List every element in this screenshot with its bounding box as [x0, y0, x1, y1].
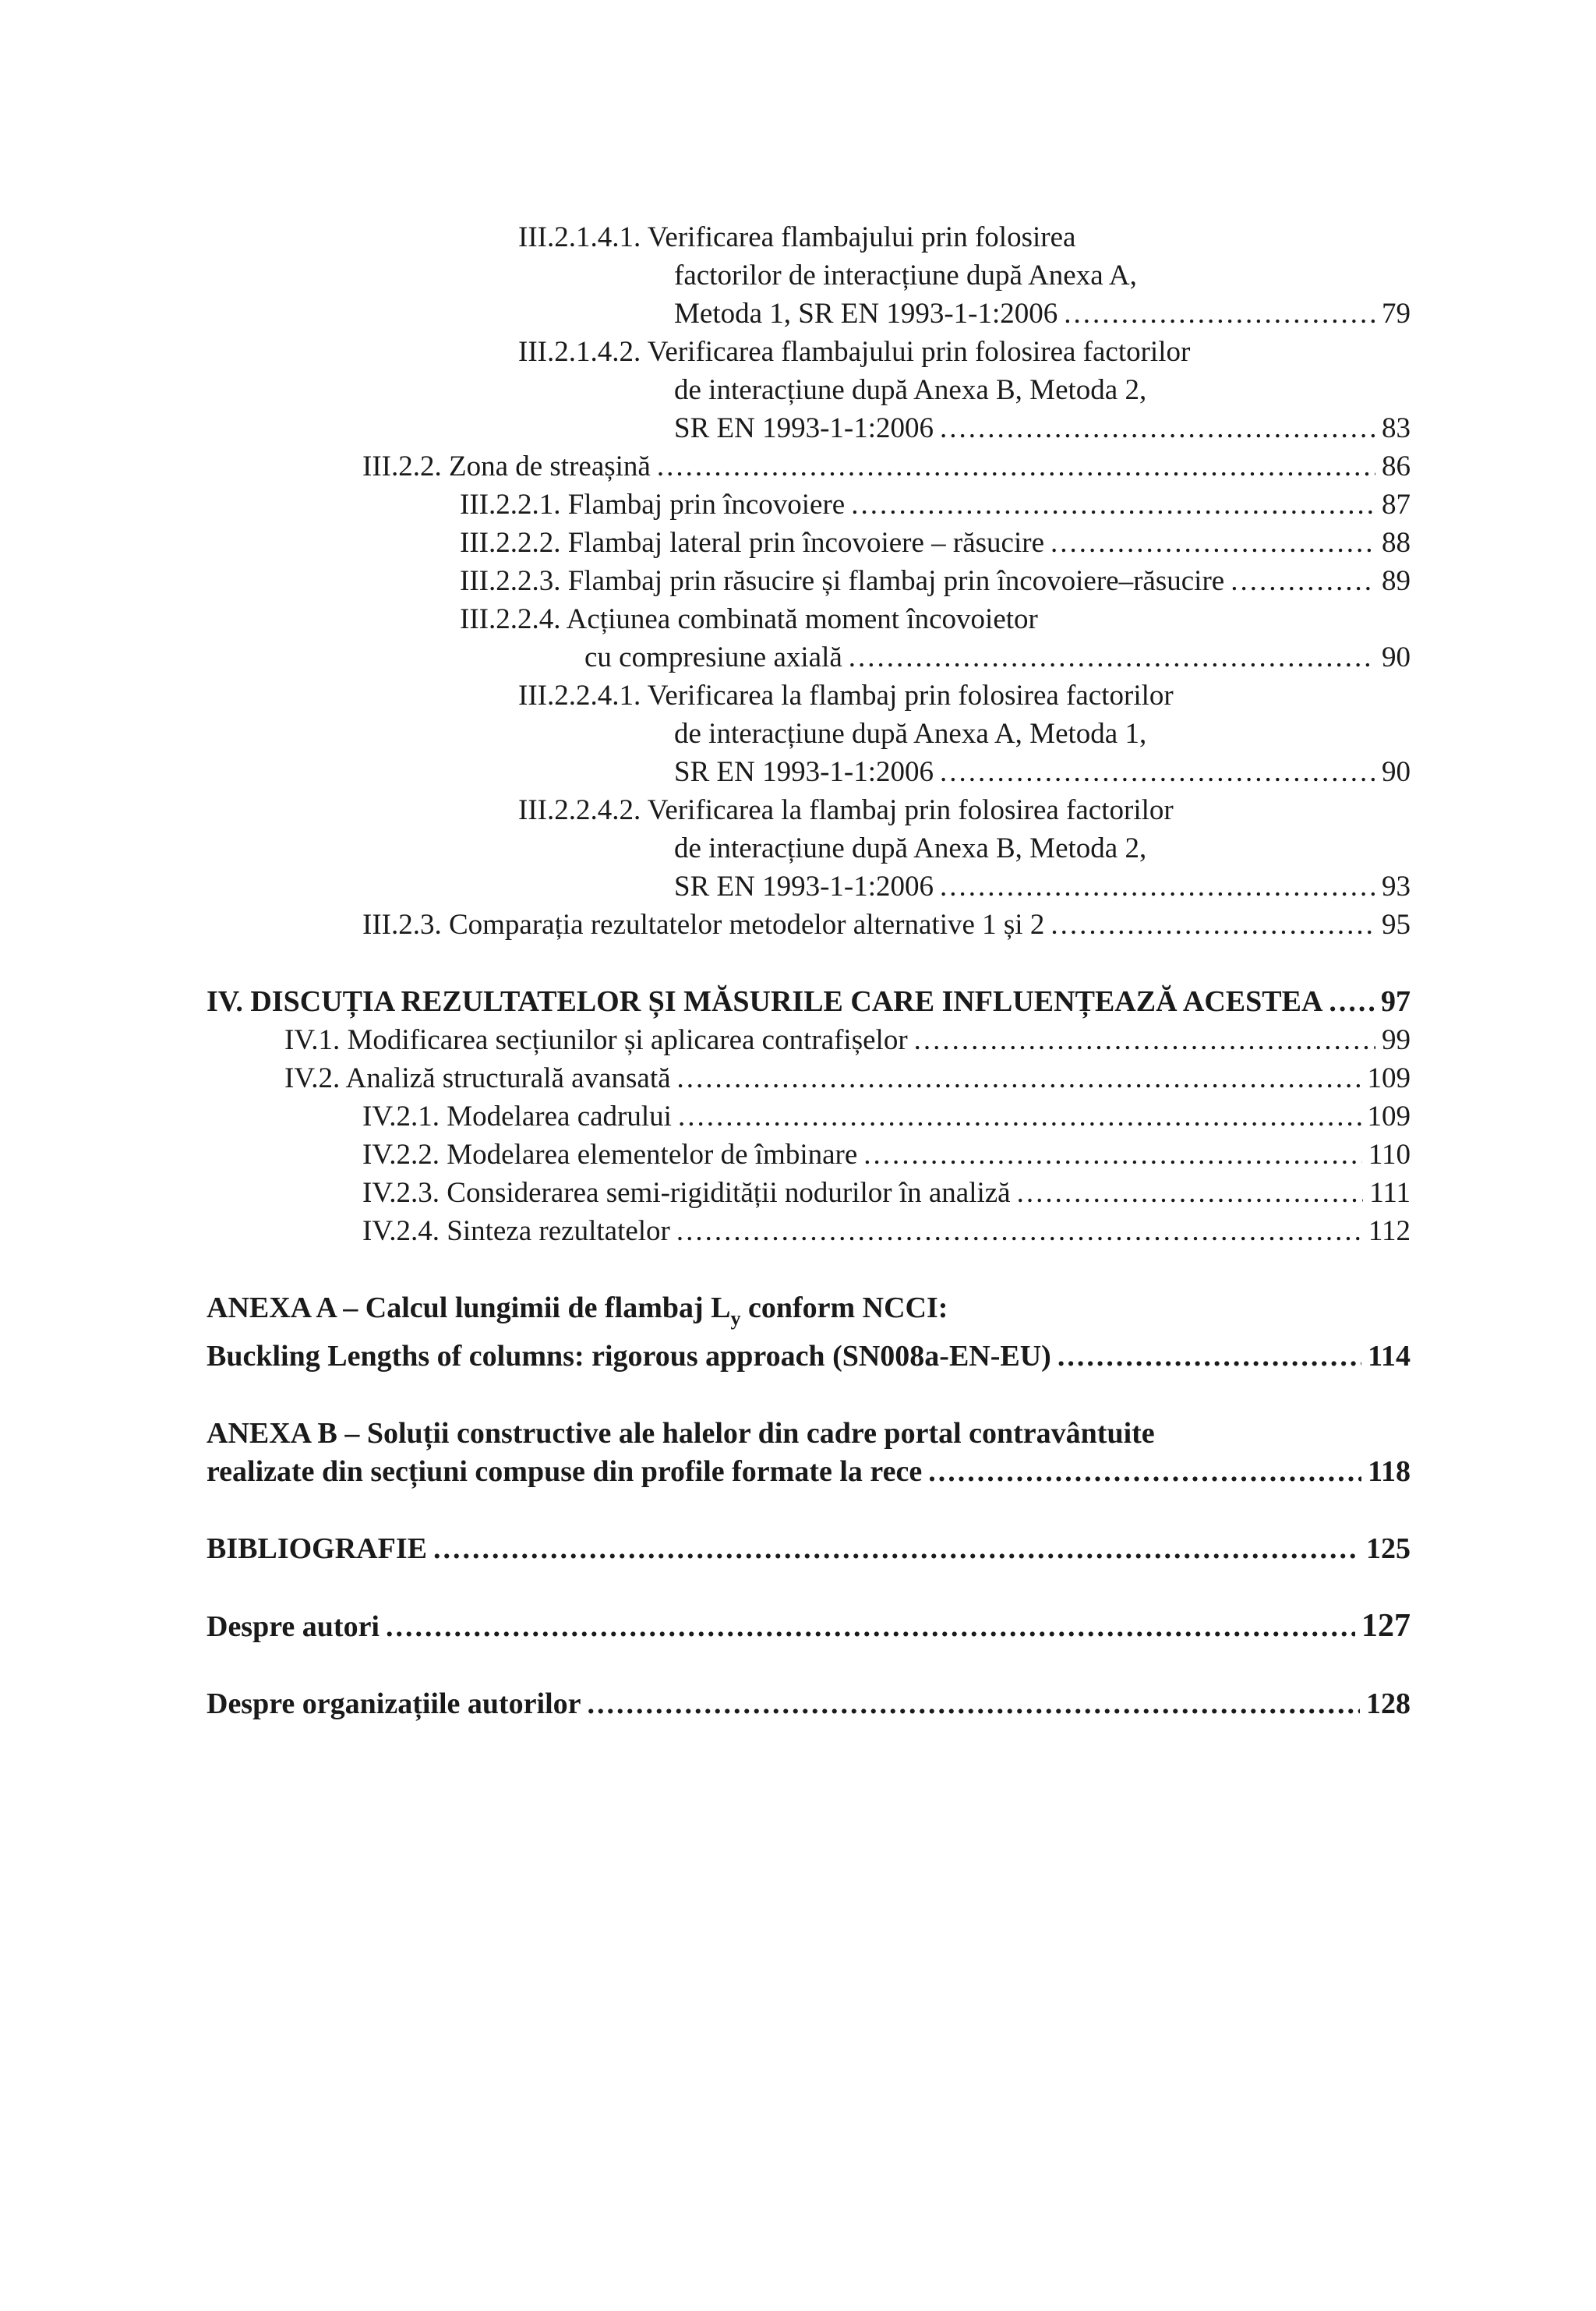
toc-entry-title: III.2.2.3. Flambaj prin răsucire și flambaj prin încovoiere–răsucire — [460, 565, 1225, 597]
toc-entry-title: IV.2. Analiză structurală avansată — [284, 1062, 671, 1094]
toc-annex-b-entry[interactable] — [207, 1415, 1411, 1491]
toc-entry[interactable] — [207, 600, 1411, 677]
toc-entry[interactable] — [207, 1212, 1411, 1250]
toc-entry-title: IV.2.2. Modelarea elementelor de îmbinare — [362, 1139, 858, 1171]
leader-dots — [863, 1136, 1362, 1174]
toc-page-number: 109 — [1367, 1101, 1411, 1133]
toc-entry-title: Despre autori — [207, 1610, 380, 1643]
table-of-contents — [207, 218, 1411, 1723]
toc-entry-title: III.2.1.4.1. Verificarea flambajului prin folosirea — [518, 221, 1076, 253]
toc-line — [207, 1685, 1411, 1723]
toc-line — [284, 1059, 1411, 1097]
toc-line — [207, 1530, 1411, 1568]
toc-entry[interactable] — [207, 447, 1411, 486]
toc-page-number: 90 — [1382, 641, 1411, 673]
toc-entry-title-cont: de interacțiune după Anexa A, Metoda 1, — [674, 718, 1147, 750]
toc-entry[interactable] — [207, 562, 1411, 600]
toc-entry-title: BIBLIOGRAFIE — [207, 1532, 427, 1565]
leader-dots — [1050, 524, 1375, 562]
toc-entry[interactable] — [207, 333, 1411, 447]
toc-line — [362, 447, 1411, 486]
toc-entry-title: III.2.2.4. Acțiunea combinată moment încovoietor — [460, 603, 1038, 635]
toc-entry-title: III.2.1.4.2. Verificarea flambajului prin folosirea factorilor — [518, 336, 1191, 368]
toc-line — [362, 1097, 1411, 1136]
leader-dots — [1231, 562, 1375, 600]
toc-line — [207, 1337, 1411, 1376]
toc-line — [460, 638, 1411, 677]
toc-line — [460, 486, 1411, 524]
toc-line — [362, 1212, 1411, 1250]
toc-line — [460, 562, 1411, 600]
toc-entry[interactable] — [207, 1059, 1411, 1097]
toc-annex-title-part: ANEXA A – Calcul lungimii de flambaj L — [207, 1292, 731, 1324]
toc-annex-title — [207, 1289, 948, 1337]
leader-dots — [1050, 906, 1375, 944]
toc-page-number: 87 — [1382, 489, 1411, 521]
leader-dots — [677, 1059, 1361, 1097]
toc-entry-title: III.2.2.4.1. Verificarea la flambaj prin folosirea factorilor — [518, 680, 1174, 712]
toc-page-number: 79 — [1382, 298, 1411, 330]
toc-entry[interactable] — [207, 1021, 1411, 1059]
toc-annex-title-cont: realizate din secțiuni compuse din profile formate la rece — [207, 1455, 923, 1488]
toc-page-number: 111 — [1369, 1177, 1411, 1209]
toc-entry[interactable] — [207, 906, 1411, 944]
toc-page-number: 86 — [1382, 451, 1411, 482]
toc-entry-title-cont: SR EN 1993-1-1:2006 — [674, 756, 934, 788]
toc-page-number: 112 — [1368, 1215, 1411, 1247]
leader-dots — [940, 868, 1375, 906]
toc-entry-title-cont: de interacțiune după Anexa B, Metoda 2, — [674, 374, 1147, 406]
toc-line — [362, 1174, 1411, 1212]
toc-line — [518, 791, 1411, 829]
toc-page-number: 110 — [1368, 1139, 1411, 1171]
leader-dots — [588, 1685, 1360, 1723]
toc-entry-title: IV.1. Modificarea secțiunilor și aplicarea contrafișelor — [284, 1024, 908, 1056]
toc-line — [518, 333, 1411, 371]
toc-entry-title-cont: cu compresiune axială — [584, 641, 842, 673]
leader-dots — [914, 1021, 1375, 1059]
toc-entry[interactable] — [207, 218, 1411, 333]
toc-annex-title: ANEXA B – Soluții constructive ale halelor din cadre portal contravântuite — [207, 1417, 1155, 1450]
toc-line — [518, 868, 1411, 906]
toc-entry-title: III.2.3. Comparația rezultatelor metodelor alternative 1 și 2 — [362, 909, 1045, 941]
toc-page-number: 99 — [1382, 1024, 1411, 1056]
toc-page-number: 109 — [1367, 1062, 1411, 1094]
toc-chapter-title: IV. DISCUȚIA REZULTATELOR ȘI MĂSURILE CARE INFLUENȚEAZĂ ACESTEA — [207, 985, 1323, 1018]
leader-dots — [657, 447, 1375, 486]
toc-line — [207, 1289, 1411, 1337]
toc-chapter-entry[interactable] — [207, 983, 1411, 1021]
toc-entry-title-cont: SR EN 1993-1-1:2006 — [674, 412, 934, 444]
toc-line — [518, 218, 1411, 256]
toc-line — [518, 256, 1411, 295]
leader-dots — [678, 1097, 1361, 1136]
toc-line — [362, 906, 1411, 944]
toc-page-number: 88 — [1382, 527, 1411, 559]
toc-entry-title-cont: de interacțiune după Anexa B, Metoda 2, — [674, 832, 1147, 864]
toc-entry-title-cont: factorilor de interacțiune după Anexa A, — [674, 260, 1137, 292]
toc-entry[interactable] — [207, 524, 1411, 562]
toc-line — [518, 295, 1411, 333]
toc-page-number: 83 — [1382, 412, 1411, 444]
toc-entry-title: IV.2.1. Modelarea cadrului — [362, 1101, 672, 1133]
toc-entry-title-cont: Metoda 1, SR EN 1993-1-1:2006 — [674, 298, 1058, 330]
toc-page-number: 97 — [1381, 985, 1411, 1018]
leader-dots — [433, 1530, 1360, 1568]
leader-dots — [851, 486, 1375, 524]
toc-page-number: 95 — [1382, 909, 1411, 941]
toc-entry[interactable] — [207, 1097, 1411, 1136]
leader-dots — [849, 638, 1375, 677]
toc-entry[interactable] — [207, 1136, 1411, 1174]
toc-annex-title-part: conform NCCI: — [740, 1292, 948, 1324]
leader-dots — [940, 753, 1375, 791]
leader-dots — [1064, 295, 1375, 333]
toc-entry-title: IV.2.3. Considerarea semi-rigidității nodurilor în analiză — [362, 1177, 1011, 1209]
toc-line — [518, 677, 1411, 715]
toc-page-number: 118 — [1368, 1455, 1411, 1488]
toc-page-number: 114 — [1368, 1340, 1411, 1373]
toc-page-number: 93 — [1382, 871, 1411, 903]
toc-line — [207, 1607, 1411, 1646]
leader-dots — [676, 1212, 1362, 1250]
toc-entry[interactable] — [207, 677, 1411, 791]
leader-dots — [386, 1608, 1355, 1646]
toc-line — [518, 409, 1411, 447]
leader-dots — [1017, 1174, 1364, 1212]
toc-line — [362, 1136, 1411, 1174]
toc-line — [207, 1415, 1411, 1453]
subscript-y: y — [730, 1307, 741, 1330]
toc-page-number: 89 — [1382, 565, 1411, 597]
toc-entry-title-cont: SR EN 1993-1-1:2006 — [674, 871, 934, 903]
leader-dots — [1329, 983, 1375, 1021]
toc-page-number: 127 — [1361, 1608, 1411, 1644]
toc-entry[interactable] — [207, 1174, 1411, 1212]
toc-line — [518, 371, 1411, 409]
toc-line — [518, 753, 1411, 791]
toc-annex-title-cont: Buckling Lengths of columns: rigorous approach (SN008a-EN-EU) — [207, 1340, 1051, 1373]
toc-page-number: 90 — [1382, 756, 1411, 788]
toc-entry-title: III.2.2.4.2. Verificarea la flambaj prin folosirea factorilor — [518, 794, 1174, 826]
toc-page-number: 128 — [1366, 1687, 1411, 1720]
toc-line — [460, 524, 1411, 562]
toc-entry-title: III.2.2.1. Flambaj prin încovoiere — [460, 489, 846, 521]
toc-page-number: 125 — [1366, 1532, 1411, 1565]
toc-annex-a-entry[interactable] — [207, 1289, 1411, 1376]
leader-dots — [928, 1453, 1361, 1491]
leader-dots — [1058, 1337, 1361, 1376]
toc-entry[interactable] — [207, 791, 1411, 906]
toc-line — [518, 829, 1411, 868]
toc-about-organizations-entry[interactable] — [207, 1685, 1411, 1723]
toc-bibliography-entry[interactable] — [207, 1530, 1411, 1568]
toc-line — [207, 983, 1411, 1021]
toc-line — [518, 715, 1411, 753]
toc-entry-title: III.2.2. Zona de streașină — [362, 451, 651, 482]
leader-dots — [940, 409, 1375, 447]
toc-entry[interactable] — [207, 486, 1411, 524]
toc-line — [284, 1021, 1411, 1059]
toc-entry-title: Despre organizațiile autorilor — [207, 1687, 581, 1720]
toc-entry-title: IV.2.4. Sinteza rezultatelor — [362, 1215, 670, 1247]
toc-about-authors-entry[interactable] — [207, 1607, 1411, 1646]
toc-line — [460, 600, 1411, 638]
toc-entry-title: III.2.2.2. Flambaj lateral prin încovoiere – răsucire — [460, 527, 1044, 559]
toc-line — [207, 1453, 1411, 1491]
